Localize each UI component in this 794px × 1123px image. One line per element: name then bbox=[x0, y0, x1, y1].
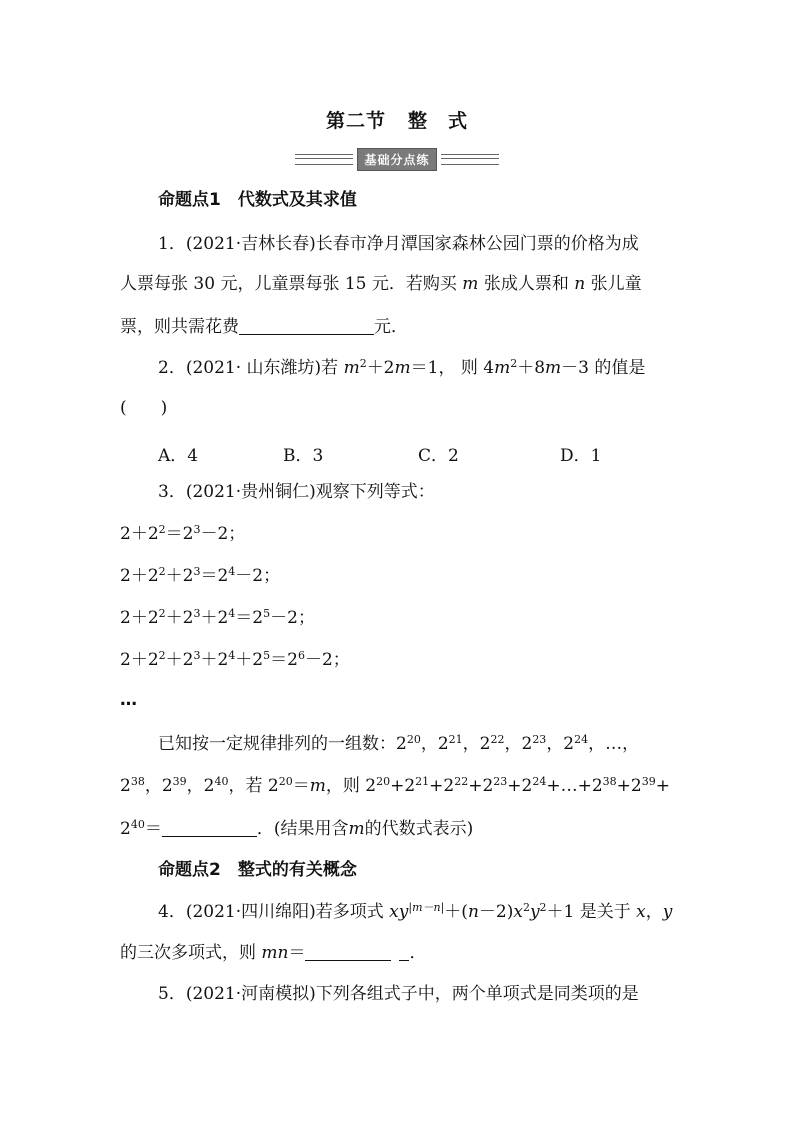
answer-blank-q4[interactable] bbox=[305, 944, 391, 961]
q1-line-1: 1．(2021·吉林长春)长春市净月潭国家森林公园门票的价格为成 bbox=[158, 234, 639, 254]
q1-line-2: 人票每张 30 元，儿童票每张 15 元．若购买 m 张成人票和 n 张儿童 bbox=[120, 274, 642, 294]
q2-option-b[interactable]: B．3 bbox=[283, 446, 324, 466]
q3-line-answer: $2^{40}=$ ．(结果用含m的代数式表示) bbox=[120, 818, 474, 839]
q2-option-a[interactable]: A．4 bbox=[158, 446, 199, 466]
q3-ellipsis: … bbox=[120, 690, 137, 710]
q3-equation-2: $2+2^2+2^3=2^4-2$； bbox=[120, 565, 281, 586]
section-heading-1: 命题点1 代数式及其求值 bbox=[158, 190, 357, 210]
q3-equation-3: $2+2^2+2^3+2^4=2^5-2$； bbox=[120, 607, 315, 628]
section-banner bbox=[0, 149, 794, 169]
q3-intro: 3．(2021·贵州铜仁)观察下列等式： bbox=[158, 482, 435, 502]
q2-option-c[interactable]: C．2 bbox=[418, 446, 459, 466]
answer-blank-q3[interactable] bbox=[162, 820, 257, 837]
q3-line-sum: $2^{38}$，$2^{39}$，$2^{40}$，若 $2^{20}=m$，则 $2^{20}+2^{21}+2^{22}+2^{23}+2^{24}+\dots+2^{38}+2^{39}+$ bbox=[120, 775, 670, 796]
section-heading-2: 命题点2 整式的有关概念 bbox=[158, 860, 357, 880]
q3-equation-4: $2+2^2+2^3+2^4+2^5=2^6-2$； bbox=[120, 649, 350, 670]
q3-equation-1: $2+2^2=2^3-2$； bbox=[120, 523, 246, 544]
q2-line-1: 2．(2021· 山东潍坊)若 $m^2+2m=1$， 则 $4m^2+8m-3$ 的值是 bbox=[158, 357, 646, 378]
q4-line-2: 的三次多项式，则 mn＝ ． bbox=[120, 943, 427, 963]
page-title: 第二节 整 式 bbox=[325, 110, 469, 132]
banner-left-lines bbox=[295, 154, 353, 165]
q4-line-1: 4．(2021·四川绵阳)若多项式 $xy^{|m-n|}+(n-2)x^2y^2+1$ 是关于 x，y bbox=[158, 901, 673, 922]
answer-blank-q4-tail bbox=[399, 944, 409, 961]
q2-answer-paren[interactable]: ( ) bbox=[120, 398, 168, 418]
q1-line-3: 票，则共需花费 元． bbox=[120, 317, 408, 337]
answer-blank-q1[interactable] bbox=[239, 318, 374, 335]
banner-right-lines bbox=[441, 154, 499, 165]
q5-line-1: 5．(2021·河南模拟)下列各组式子中，两个单项式是同类项的是 bbox=[158, 984, 639, 1004]
q3-line-sequence: 已知按一定规律排列的一组数：$2^{20}$，$2^{21}$，$2^{22}$，$2^{23}$，$2^{24}$，…， bbox=[158, 733, 640, 754]
q2-option-d[interactable]: D．1 bbox=[560, 446, 602, 466]
banner-label: 基础分点练 bbox=[357, 148, 436, 171]
